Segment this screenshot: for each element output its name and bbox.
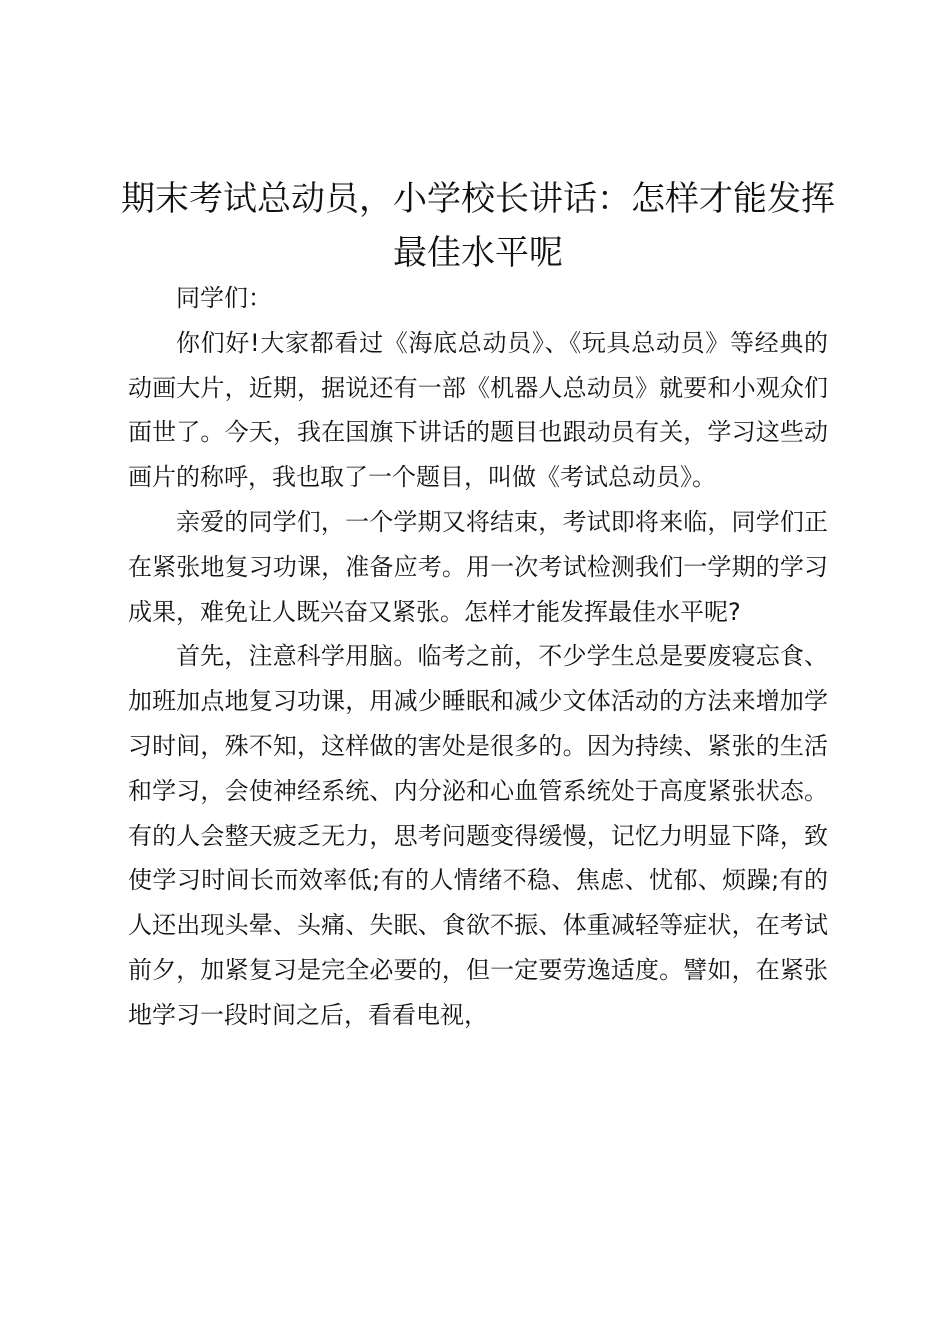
body-paragraph: 亲爱的同学们，一个学期又将结束，考试即将来临，同学们正在紧张地复习功课，准备应考。用一次考试检测我们一学期的学习成果，难免让人既兴奋又紧张。怎样才能发挥最佳水平呢?	[128, 507, 828, 626]
document-title: 期末考试总动员，小学校长讲话：怎样才能发挥最佳水平呢	[121, 179, 835, 273]
document-body	[128, 276, 828, 1038]
salutation-paragraph: 同学们：	[176, 284, 272, 312]
body-paragraph: 你们好!大家都看过《海底总动员》、《玩具总动员》等经典的动画大片，近期，据说还有一部《机器人总动员》就要和小观众们面世了。今天，我在国旗下讲话的题目也跟动员有关，学习这些动画片的称呼，我也取了一个题目，叫做《考试总动员》。	[128, 328, 828, 492]
body-paragraph: 首先，注意科学用脑。临考之前，不少学生总是要废寝忘食、加班加点地复习功课，用减少睡眠和减少文体活动的方法来增加学习时间，殊不知，这样做的害处是很多的。因为持续、紧张的生活和学习，会使神经系统、内分泌和心血管系统处于高度紧张状态。有的人会整天疲乏无力，思考问题变得缓慢，记忆力明显下降，致使学习时间长而效率低;有的人情绪不稳、焦虑、忧郁、烦躁;有的人还出现头晕、头痛、失眠、食欲不振、体重减轻等症状，在考试前夕，加紧复习是完全必要的，但一定要劳逸适度。譬如，在紧张地学习一段时间之后，看看电视，	[128, 642, 828, 1029]
